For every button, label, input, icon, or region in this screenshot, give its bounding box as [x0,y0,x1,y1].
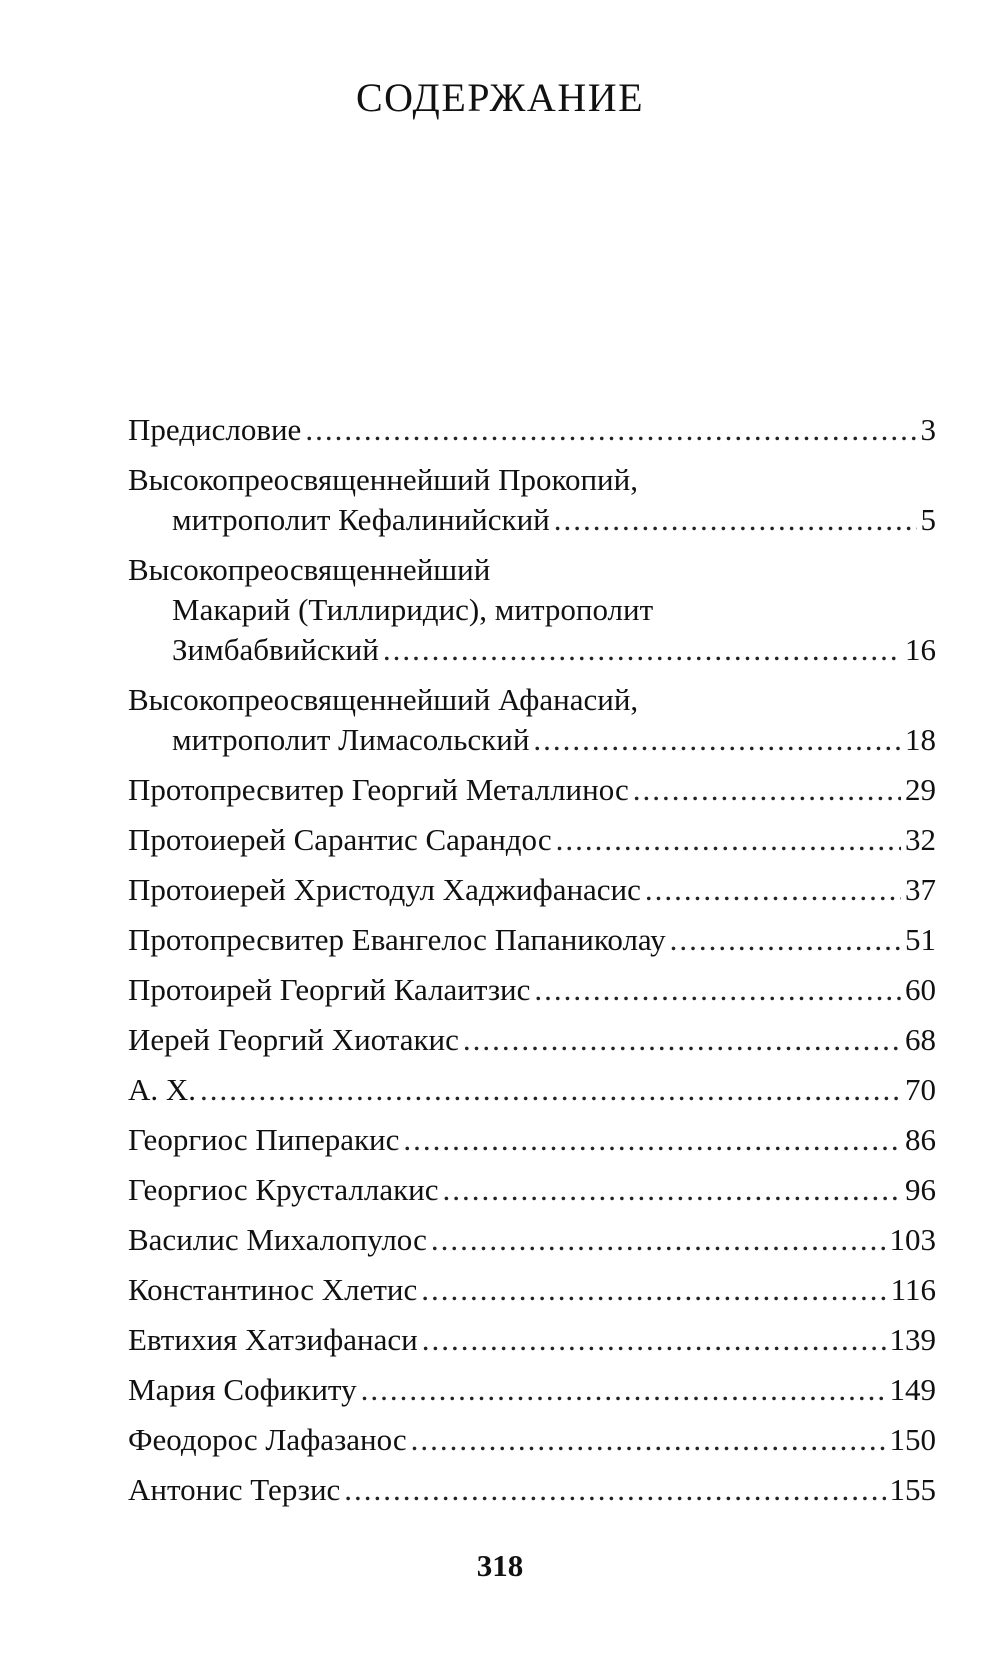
toc-entry [128,1420,936,1460]
toc-page-number: 29 [905,772,936,807]
toc-entry [128,1320,936,1360]
toc-entry [128,1170,936,1210]
dot-leader [556,820,901,860]
dot-leader [344,1470,885,1510]
toc-entry-title: Предисловие [128,412,302,447]
toc-entry-title: Евтихия Хатзифанаси [128,1322,418,1357]
toc-page-number: 37 [905,872,936,907]
toc-entry-title: Василис Михалопулос [128,1222,427,1257]
toc-page-number: 5 [920,502,936,537]
toc-entry [128,1470,936,1510]
dot-leader [305,410,916,450]
toc-entry-title: Мария Софикиту [128,1372,357,1407]
toc-entry [128,1220,936,1260]
dot-leader [411,1420,886,1460]
toc-entry-title-continued: митрополит Кефалинийский [172,502,550,537]
toc-entry-title: Георгиос Пиперакис [128,1122,400,1157]
toc-page-number: 51 [905,922,936,957]
toc-entry-title: Георгиос Крусталлакис [128,1172,439,1207]
toc-entry-title: Протоирей Георгий Калаитзис [128,972,531,1007]
toc-entry-title: Высокопреосвященнейший Прокопий, [128,462,638,497]
toc-entry [128,550,936,670]
toc-page-number: 86 [905,1122,936,1157]
toc-page-number: 150 [889,1422,936,1457]
toc-entry [128,1370,936,1410]
toc-entry [128,870,936,910]
toc-entry [128,920,936,960]
dot-leader [633,770,901,810]
toc-entry-title: Протопресвитер Евангелос Папаниколау [128,922,666,957]
toc-page-number: 149 [889,1372,936,1407]
toc-page-number: 96 [905,1172,936,1207]
dot-leader [200,1070,901,1110]
dot-leader [554,500,917,540]
toc-page-number: 16 [905,632,936,667]
toc-entry [128,1070,936,1110]
toc-entry [128,970,936,1010]
toc-page-number: 139 [889,1322,936,1357]
dot-leader [383,630,901,670]
toc-entry [128,460,936,540]
toc-entry-title: Высокопреосвященнейший [128,552,491,587]
toc-page-number: 103 [889,1222,936,1257]
toc-entry-title-continued: Макарий (Тиллиридис), митрополит [172,592,654,627]
dot-leader [533,720,901,760]
toc-page-number: 3 [920,412,936,447]
page-title: СОДЕРЖАНИЕ [355,75,645,120]
toc-entry [128,410,936,450]
dot-leader [361,1370,886,1410]
dot-leader [403,1120,901,1160]
toc-entry-title: Константинос Хлетис [128,1272,418,1307]
dot-leader [421,1270,886,1310]
toc-entry-title: Феодорос Лафазанос [128,1422,407,1457]
dot-leader [534,970,901,1010]
toc-entry [128,680,936,760]
toc-entry-title-continued: митрополит Лимасольский [172,722,530,757]
toc-page-number: 116 [890,1272,936,1307]
toc-entry [128,1270,936,1310]
toc-entry-title: А. Х. [128,1072,197,1107]
toc-page-number: 32 [905,822,936,857]
toc-page-number: 155 [889,1472,936,1507]
toc-page-number: 70 [905,1072,936,1107]
toc-page-number: 68 [905,1022,936,1057]
page-number: 318 [476,1548,524,1583]
toc-entry [128,770,936,810]
dot-leader [463,1020,901,1060]
dot-leader [443,1170,902,1210]
toc-entry-title: Антонис Терзис [128,1472,341,1507]
toc-entry-title: Высокопреосвященнейший Афанасий, [128,682,639,717]
dot-leader [670,920,901,960]
toc-entry [128,1020,936,1060]
toc-entry [128,1120,936,1160]
dot-leader [422,1320,886,1360]
dot-leader [645,870,901,910]
table-of-contents [128,410,936,1520]
toc-entry-title: Иерей Георгий Хиотакис [128,1022,459,1057]
toc-entry-title: Протоиерей Христодул Хаджифанасис [128,872,641,907]
toc-entry-title: Протоиерей Сарантис Сарандос [128,822,552,857]
dot-leader [431,1220,886,1260]
toc-entry [128,820,936,860]
toc-entry-title-continued: Зимбабвийский [172,632,379,667]
toc-entry-title: Протопресвитер Георгий Металлинос [128,772,629,807]
toc-page-number: 18 [905,722,936,757]
toc-page-number: 60 [905,972,936,1007]
